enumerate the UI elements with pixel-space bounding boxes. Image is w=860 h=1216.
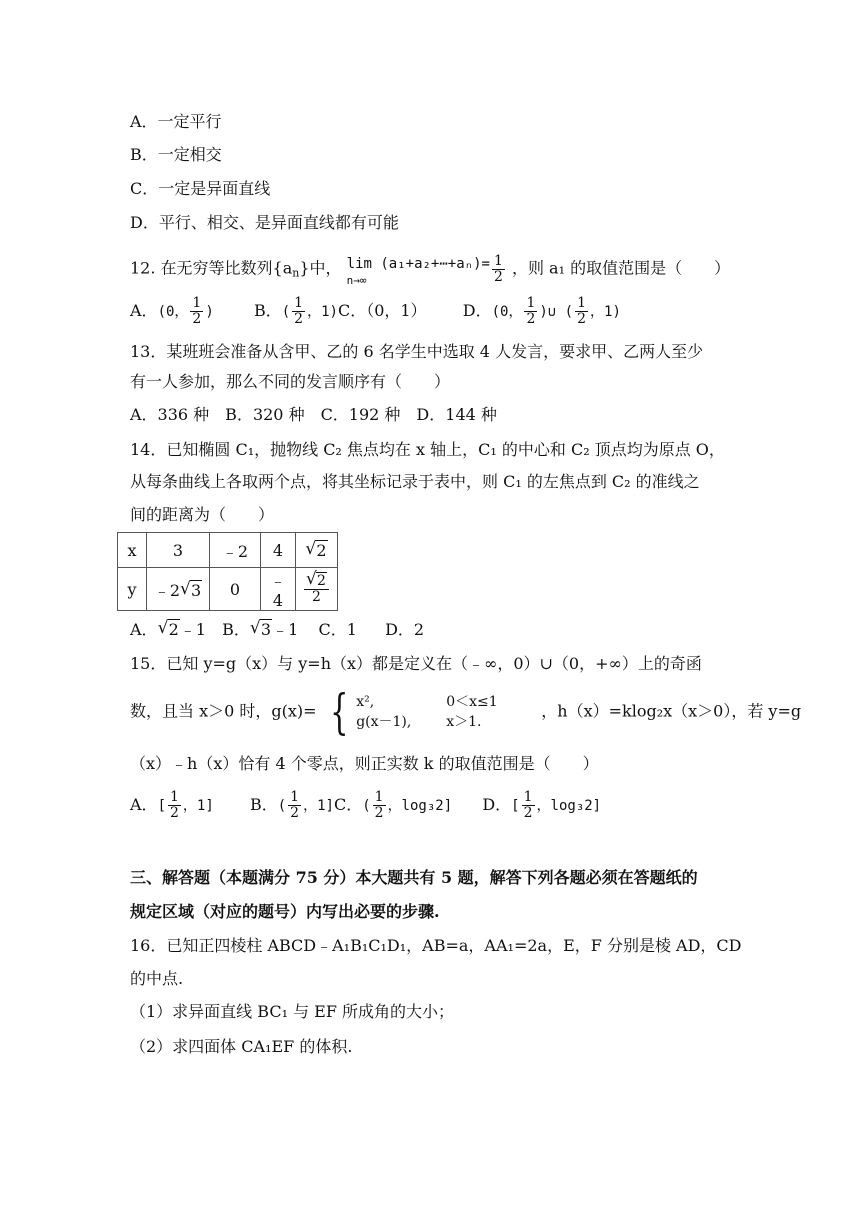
q16-part1: （1）求异面直线 BC₁ 与 EF 所成角的大小； [130,1002,455,1021]
section3-heading-line1: 三、解答题（本题满分 75 分）本大题共有 5 题，解答下列各题必须在答题纸的 [130,868,698,887]
table-row-y: y ﹣2√ 3 0 ﹣4 √ $\frac{2}{2}$ [118,568,338,611]
q15-options: A．[ $\frac{1}{2}$ ，1] B．( $\frac{1}{2}$ ，1]C．( $\frac{1}{2}$ ，log₃2] D．[ $\frac{1}{2}$ ，log₃2] [130,789,602,821]
table-row-x: x 3 ﹣2 4 √ 2 [118,533,338,568]
q12-options: A．(0， $\frac{1}{2}$ ) B．( $\frac{1}{2}$ ，1)C．（0，1） D．(0， $\frac{1}{2}$ )∪ ( $\frac{1}{2}$ ，1) [130,295,621,327]
section3-heading-line2: 规定区域（对应的题号）内写出必要的步骤. [130,902,440,921]
fraction-half: $\frac{1}{2}$ [493,252,503,285]
q16-line2: 的中点. [130,969,184,988]
q11-option-c: C．一定是异面直线 [130,179,271,198]
q14-options: A．√ 2﹣1 B．√ 3﹣1 C．1 D．2 [130,618,424,642]
q14-line3: 间的距离为（ ） [130,505,275,524]
q13-line1: 13．某班班会准备从含甲、乙的 6 名学生中选取 4 人发言，要求甲、乙两人至少 [130,342,704,361]
q11-option-b: B．一定相交 [130,145,222,164]
q15-line2: 数，且当 x＞0 时，g(x)= { x², 0＜x≤1 g(x－1), x＞1. ，h（x）=klog₂x（x＞0），若 y=g [130,684,802,740]
q15-line1: 15．已知 y=g（x）与 y=h（x）都是定义在（﹣∞，0）∪（0，+∞）上的奇函 [130,654,702,673]
q11-option-d: D．平行、相交、是异面直线都有可能 [130,213,399,232]
q12-stem: 12. 在无穷等比数列$\{a_n\}$中， lim (a₁+a₂+⋯+aₙ)= n→∞ $\frac{1}{2}$ ，则 a₁ 的取值范围是（ ） [130,252,731,287]
q13-line2: 有一人参加，那么不同的发言顺序有（ ） [130,372,451,391]
q15-line3: （x）﹣h（x）恰有 4 个零点，则正实数 k 的取值范围是（ ） [130,754,599,773]
limit-expression: lim (a₁+a₂+⋯+aₙ)= n→∞ $\frac{1}{2}$ [346,252,503,287]
q13-options: A．336 种 B．320 种 C．192 种 D．144 种 [130,405,497,424]
piecewise-function: { x², 0＜x≤1 g(x－1), x＞1. [329,684,498,740]
q11-option-a: A．一定平行 [130,112,222,131]
q14-line2: 从每条曲线上各取两个点，将其坐标记录于表中，则 C₁ 的左焦点到 C₂ 的准线之 [130,472,700,491]
coordinate-table [117,532,338,611]
q14-line1: 14．已知椭圆 C₁，抛物线 C₂ 焦点均在 x 轴上，C₁ 的中心和 C₂ 顶点均为原点 O， [130,440,725,459]
q16-part2: （2）求四面体 CA₁EF 的体积. [130,1037,353,1056]
q16-line1: 16．已知正四棱柱 ABCD﹣A₁B₁C₁D₁，AB=a，AA₁=2a，E，F 分别是棱 AD，CD [130,936,742,955]
